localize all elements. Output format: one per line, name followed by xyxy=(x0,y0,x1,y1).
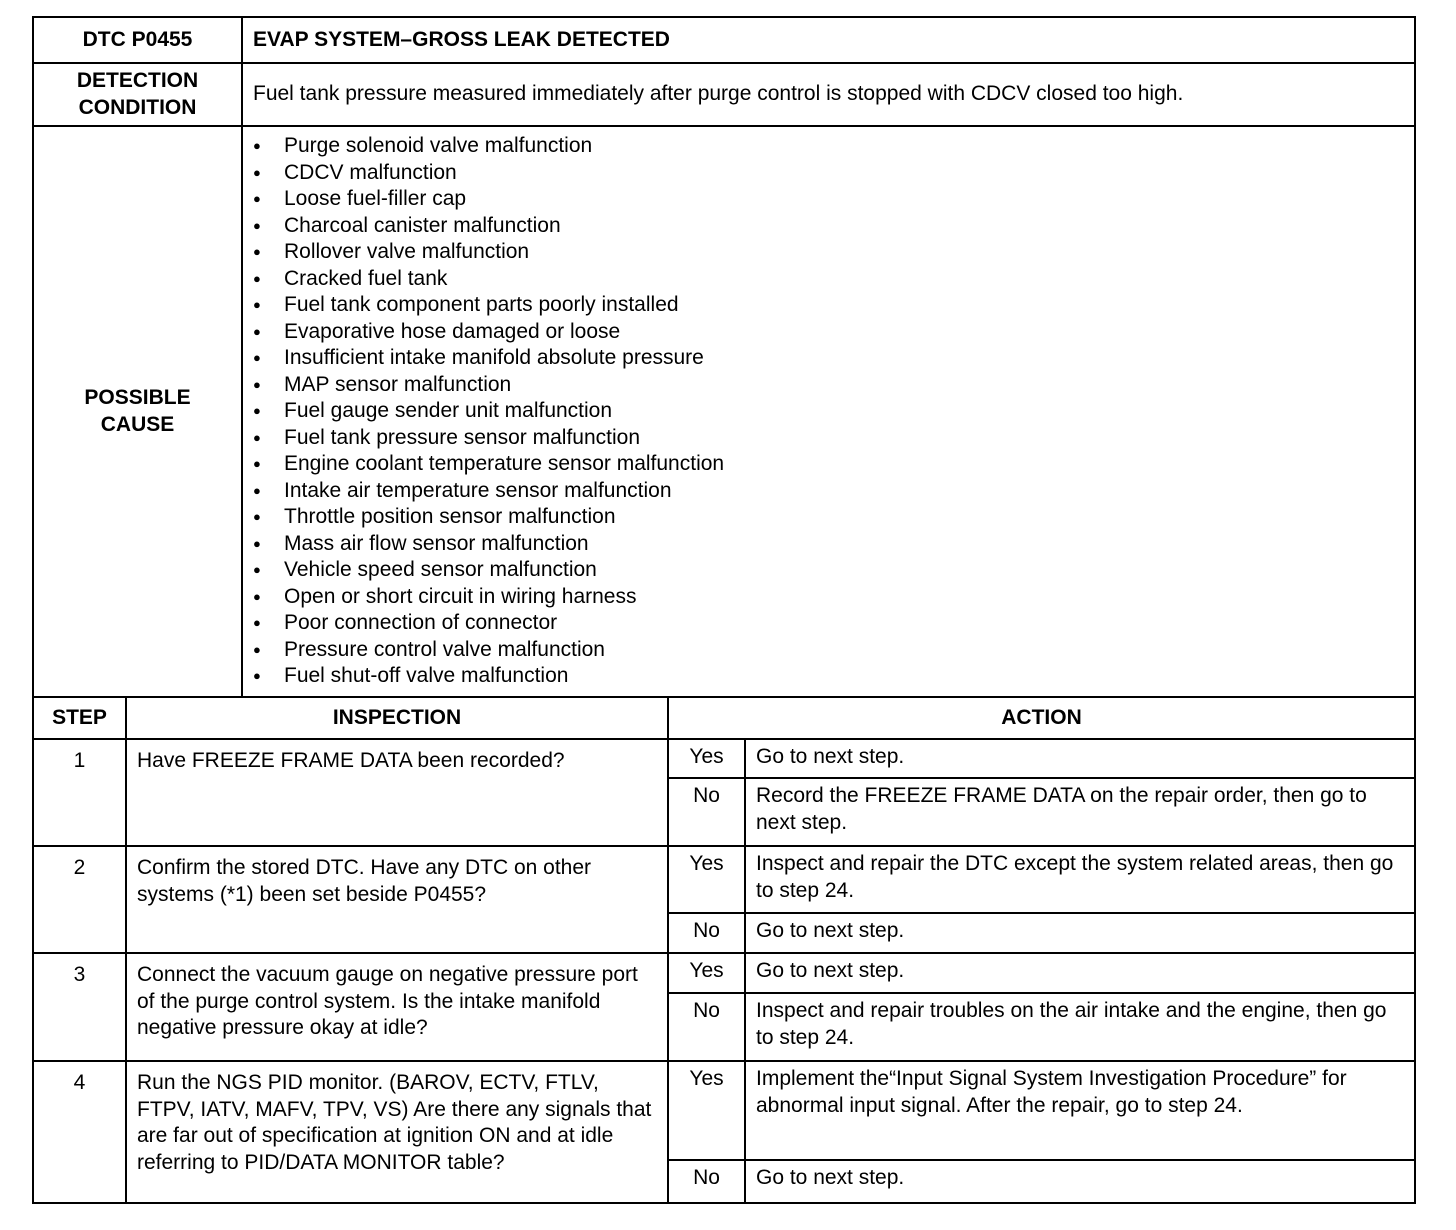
yes-action: Go to next step. xyxy=(745,739,1415,778)
step-number: 4 xyxy=(33,1061,126,1203)
cause-label-line1: POSSIBLE xyxy=(84,386,191,409)
no-label: No xyxy=(668,778,745,846)
cause-item: ● Poor connection of connector xyxy=(253,610,1414,637)
step-inspection: Connect the vacuum gauge on negative pressure port of the purge control system. Is the intake manifold negative pressure okay at idle? xyxy=(126,953,668,1061)
step-number: 1 xyxy=(33,739,126,846)
possible-cause-list-cell xyxy=(242,126,1415,697)
cause-item: ● Cracked fuel tank xyxy=(253,266,1414,293)
cause-item: ● Evaporative hose damaged or loose xyxy=(253,319,1414,346)
action-column-header: ACTION xyxy=(668,697,1415,739)
cause-item: ● Fuel gauge sender unit malfunction xyxy=(253,398,1414,425)
no-label: No xyxy=(668,993,745,1061)
dtc-code: DTC P0455 xyxy=(33,17,242,63)
steps-header-row xyxy=(33,697,1415,739)
cause-item: ● Fuel shut-off valve malfunction xyxy=(253,663,1414,690)
no-action: Go to next step. xyxy=(745,1160,1415,1203)
detection-row xyxy=(33,63,1415,126)
step-inspection: Have FREEZE FRAME DATA been recorded? xyxy=(126,739,668,846)
yes-label: Yes xyxy=(668,846,745,913)
cause-item: ● Insufficient intake manifold absolute pressure xyxy=(253,345,1414,372)
cause-item: ● Pressure control valve malfunction xyxy=(253,637,1414,664)
yes-action: Inspect and repair the DTC except the system related areas, then go to step 24. xyxy=(745,846,1415,913)
detection-label-line2: CONDITION xyxy=(78,95,197,119)
yes-label: Yes xyxy=(668,739,745,778)
cause-item: ● Purge solenoid valve malfunction xyxy=(253,133,1414,160)
step-row xyxy=(33,739,1415,778)
cause-item: ● Vehicle speed sensor malfunction xyxy=(253,557,1414,584)
yes-label: Yes xyxy=(668,1061,745,1160)
cause-item: ● Loose fuel-filler cap xyxy=(253,186,1414,213)
cause-item: ● Intake air temperature sensor malfunction xyxy=(253,478,1414,505)
detection-condition-label xyxy=(33,63,242,126)
cause-item: ● Fuel tank component parts poorly installed xyxy=(253,292,1414,319)
dtc-header-row xyxy=(33,17,1415,63)
no-action: Record the FREEZE FRAME DATA on the repair order, then go to next step. xyxy=(745,778,1415,846)
step-number: 2 xyxy=(33,846,126,953)
step-inspection: Confirm the stored DTC. Have any DTC on other systems (*1) been set beside P0455? xyxy=(126,846,668,953)
cause-item: ● Open or short circuit in wiring harness xyxy=(253,584,1414,611)
yes-action: Implement the“Input Signal System Investigation Procedure” for abnormal input signal. After the repair, go to step 24. xyxy=(745,1061,1415,1160)
step-column-header: STEP xyxy=(33,697,126,739)
step-number: 3 xyxy=(33,953,126,1061)
cause-item: ● CDCV malfunction xyxy=(253,160,1414,187)
yes-label: Yes xyxy=(668,953,745,993)
dtc-title: EVAP SYSTEM–GROSS LEAK DETECTED xyxy=(242,17,1415,63)
detection-condition-text: Fuel tank pressure measured immediately after purge control is stopped with CDCV closed too high. xyxy=(242,63,1415,126)
step-row xyxy=(33,1061,1415,1160)
yes-action: Go to next step. xyxy=(745,953,1415,993)
dtc-table xyxy=(32,16,1416,1204)
cause-label-line2: CAUSE xyxy=(100,412,175,436)
possible-cause-list xyxy=(243,127,1414,694)
cause-item: ● Mass air flow sensor malfunction xyxy=(253,531,1414,558)
possible-cause-label xyxy=(33,126,242,697)
no-action: Go to next step. xyxy=(745,913,1415,953)
no-label: No xyxy=(668,913,745,953)
cause-item: ● Rollover valve malfunction xyxy=(253,239,1414,266)
inspection-column-header: INSPECTION xyxy=(126,697,668,739)
possible-cause-row xyxy=(33,126,1415,697)
step-row xyxy=(33,953,1415,993)
cause-item: ● Charcoal canister malfunction xyxy=(253,213,1414,240)
no-action: Inspect and repair troubles on the air intake and the engine, then go to step 24. xyxy=(745,993,1415,1061)
cause-item: ● Fuel tank pressure sensor malfunction xyxy=(253,425,1414,452)
step-row xyxy=(33,846,1415,913)
cause-item: ● Throttle position sensor malfunction xyxy=(253,504,1414,531)
step-inspection: Run the NGS PID monitor. (BAROV, ECTV, FTLV, FTPV, IATV, MAFV, TPV, VS) Are there any signals that are far out of specification at ignition ON and at idle referring to PID/DATA MONITOR table? xyxy=(126,1061,668,1203)
no-label: No xyxy=(668,1160,745,1203)
detection-label-line1: DETECTION xyxy=(76,69,199,92)
cause-item: ● Engine coolant temperature sensor malfunction xyxy=(253,451,1414,478)
cause-item: ● MAP sensor malfunction xyxy=(253,372,1414,399)
